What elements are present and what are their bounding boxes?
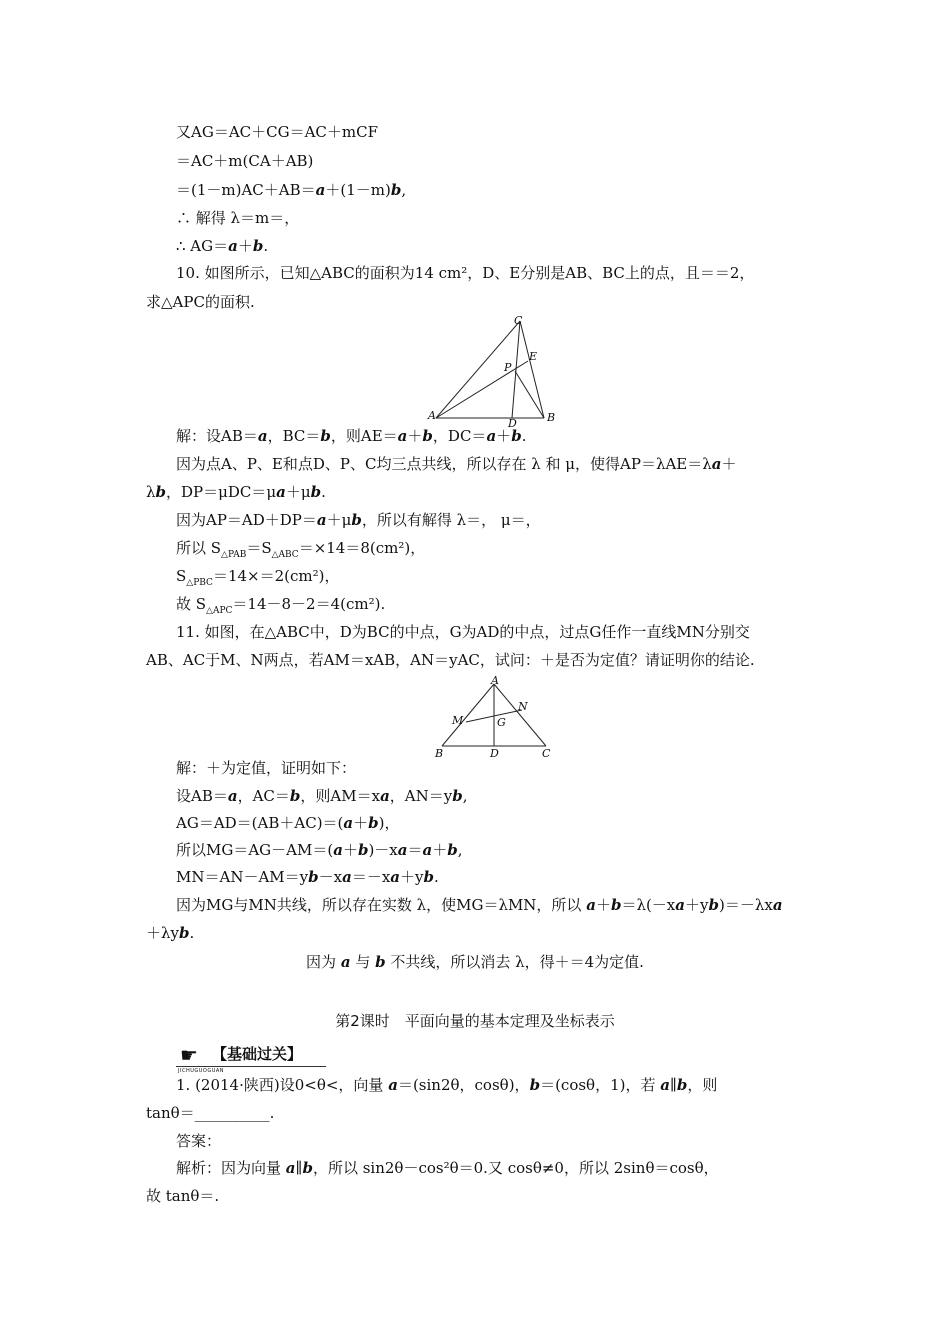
badge-title: 【基础过关】 — [212, 1045, 303, 1063]
text-line: ＝AC＋m(CA＋AB) — [176, 152, 314, 170]
badge-subtitle: JICHUGUOGUAN — [178, 1068, 225, 1074]
problem-1-text: 1. (2014·陕西)设0<θ<，向量 a＝(sin2θ，cosθ)，b＝(cosθ，1)，若 a∥b，则 — [176, 1076, 718, 1094]
problem-1-text: tanθ＝__________. — [146, 1104, 275, 1122]
label-d: D — [490, 747, 499, 760]
label-b: B — [435, 747, 444, 760]
text-line: $S_{\triangle PBC}=14\times=2(cm^2)$， — [176, 567, 340, 588]
text-line: 因为MG与MN共线，所以存在实数 λ，使MG＝λMN，所以 a＋b＝λ(－xa＋yb)＝－λxa — [176, 896, 783, 914]
text-line: 所以MG＝AG－AM＝(a＋b)－xa＝a＋b, — [176, 841, 463, 859]
text-line: 因为 a 与 b 不共线，所以消去 λ，得＋＝4为定值. — [306, 953, 644, 971]
text-line: 因为点A、P、E和点D、P、C均三点共线，所以存在 λ 和 μ，使得AP＝λAE＝λa＋ — [176, 455, 737, 473]
label-d: D — [508, 417, 517, 429]
text-line: 解：设AB＝a，BC＝b，则AE＝a＋b，DC＝a＋b. — [176, 427, 527, 445]
text-line: AG＝AD＝(AB＋AC)＝(a＋b)， — [176, 814, 400, 832]
text-line: 设AB＝a，AC＝b，则AM＝xa，AN＝yb, — [176, 787, 468, 805]
problem-10-text: 求△APC的面积. — [146, 293, 255, 311]
label-p: P — [504, 361, 512, 374]
text-line: 又AG＝AC＋CG＝AC＋mCF — [176, 123, 379, 141]
label-n: N — [518, 700, 528, 713]
explanation-text: 解析：因为向量 a∥b，所以 sin2θ－cos²θ＝0.又 cosθ≠0，所以 2sinθ＝cosθ， — [176, 1159, 719, 1177]
triangle-figure-apc — [422, 313, 564, 429]
text-line: λb，DP＝μDC＝μa＋μb. — [146, 483, 326, 501]
answer-label: 答案： — [176, 1132, 222, 1150]
text-line: 因为AP＝AD＋DP＝a＋μb，所以有解得 λ＝， μ＝， — [176, 511, 541, 529]
text-line: ＋λyb. — [146, 924, 195, 942]
explanation-text: 故 tanθ＝. — [146, 1187, 220, 1205]
problem-11-text: 11. 如图，在△ABC中，D为BC的中点，G为AD的中点，过点G任作一直线MN分别交 — [176, 623, 750, 641]
label-g: G — [497, 716, 506, 729]
text-line: 故 $S_{\triangle APC}=14-8-2=4(cm^2)$. — [176, 595, 386, 616]
label-a: A — [428, 409, 436, 422]
text-line: ∴ AG＝a＋b. — [176, 237, 269, 255]
text-line: 解：＋为定值，证明如下： — [176, 759, 357, 777]
label-m: M — [452, 714, 464, 727]
triangle-figure-mn — [430, 674, 560, 760]
text-line: ∴ 解得 λ＝m＝， — [176, 209, 300, 227]
text-line: ＝(1－m)AC＋AB＝a＋(1－m)b, — [176, 181, 407, 199]
problem-11-text: AB、AC于M、N两点，若AM＝xAB，AN＝yAC，试问：＋是否为定值？请证明你的结论. — [146, 651, 755, 669]
label-e: E — [529, 350, 538, 363]
section-title: 第2课时 平面向量的基本定理及坐标表示 — [335, 1012, 615, 1030]
divider — [176, 1066, 326, 1067]
text-line: MN＝AN－AM＝yb－xa＝－xa＋yb. — [176, 868, 439, 886]
problem-10-text: 10. 如图所示，已知△ABC的面积为14 cm²，D、E分别是AB、BC上的点，且＝＝2， — [176, 264, 755, 282]
label-b: B — [547, 411, 556, 424]
label-a: A — [491, 674, 499, 687]
text-line: 所以 $S_{\triangle PAB}=S_{\triangle ABC}=\times 14=8(cm^2)$， — [176, 539, 426, 560]
label-c: C — [542, 747, 551, 760]
pointing-hand-icon: ☛ — [180, 1043, 198, 1067]
basic-review-badge — [176, 1042, 328, 1072]
label-c: C — [514, 314, 523, 327]
